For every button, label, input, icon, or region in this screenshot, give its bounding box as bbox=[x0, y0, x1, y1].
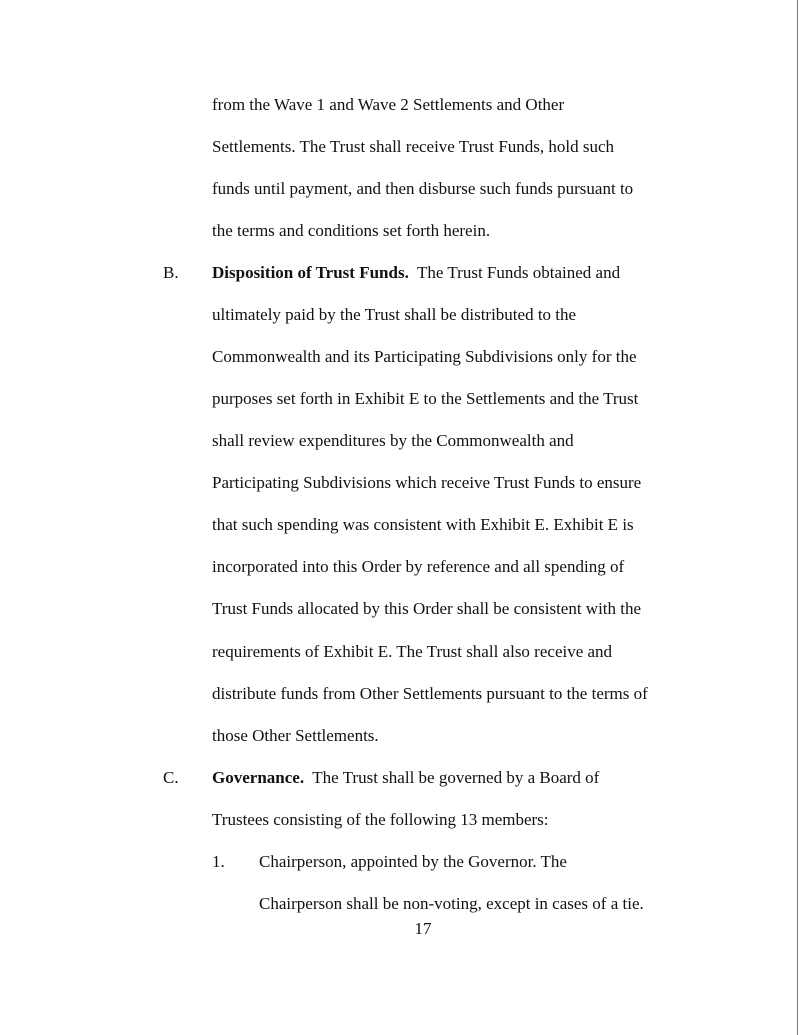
section-b-heading: Disposition of Trust Funds. bbox=[212, 263, 409, 282]
paragraph-line: funds until payment, and then disburse such funds pursuant to bbox=[212, 179, 634, 198]
paragraph-line: the terms and conditions set forth herein. bbox=[212, 221, 491, 240]
section-b-line: requirements of Exhibit E. The Trust shall also receive and bbox=[212, 642, 613, 661]
list-item-line: Chairperson, appointed by the Governor. The bbox=[259, 852, 567, 871]
page-edge-line bbox=[797, 0, 798, 1035]
section-b-line: ultimately paid by the Trust shall be distributed to the bbox=[212, 305, 577, 324]
section-c-first-line-text: The Trust shall be governed by a Board of bbox=[304, 768, 600, 787]
list-item-label: 1. bbox=[212, 852, 225, 871]
page-number: 17 bbox=[414, 919, 432, 938]
section-b-line: Commonwealth and its Participating Subdivisions only for the bbox=[212, 347, 637, 366]
section-b-label: B. bbox=[163, 263, 179, 282]
section-c-label: C. bbox=[163, 768, 179, 787]
section-b-line: those Other Settlements. bbox=[212, 726, 379, 745]
section-c-line: Trustees consisting of the following 13 members: bbox=[212, 810, 549, 829]
section-c-first-line bbox=[212, 768, 599, 788]
paragraph-line: Settlements. The Trust shall receive Trust Funds, hold such bbox=[212, 137, 615, 156]
section-b-line: Participating Subdivisions which receive Trust Funds to ensure bbox=[212, 473, 642, 492]
section-c-heading: Governance. bbox=[212, 768, 305, 787]
section-b-line: Trust Funds allocated by this Order shall be consistent with the bbox=[212, 599, 642, 618]
paragraph-line: from the Wave 1 and Wave 2 Settlements and Other bbox=[212, 95, 565, 114]
section-b-line: incorporated into this Order by reference and all spending of bbox=[212, 557, 625, 576]
section-b-line: that such spending was consistent with Exhibit E. Exhibit E is bbox=[212, 515, 634, 534]
list-item-line: Chairperson shall be non-voting, except in cases of a tie. bbox=[259, 894, 644, 913]
section-b-first-line bbox=[212, 263, 620, 283]
section-b-line: shall review expenditures by the Commonwealth and bbox=[212, 431, 574, 450]
section-b-line: purposes set forth in Exhibit E to the Settlements and the Trust bbox=[212, 389, 639, 408]
section-b-line: distribute funds from Other Settlements pursuant to the terms of bbox=[212, 684, 648, 703]
section-b-first-line-text: The Trust Funds obtained and bbox=[408, 263, 621, 282]
